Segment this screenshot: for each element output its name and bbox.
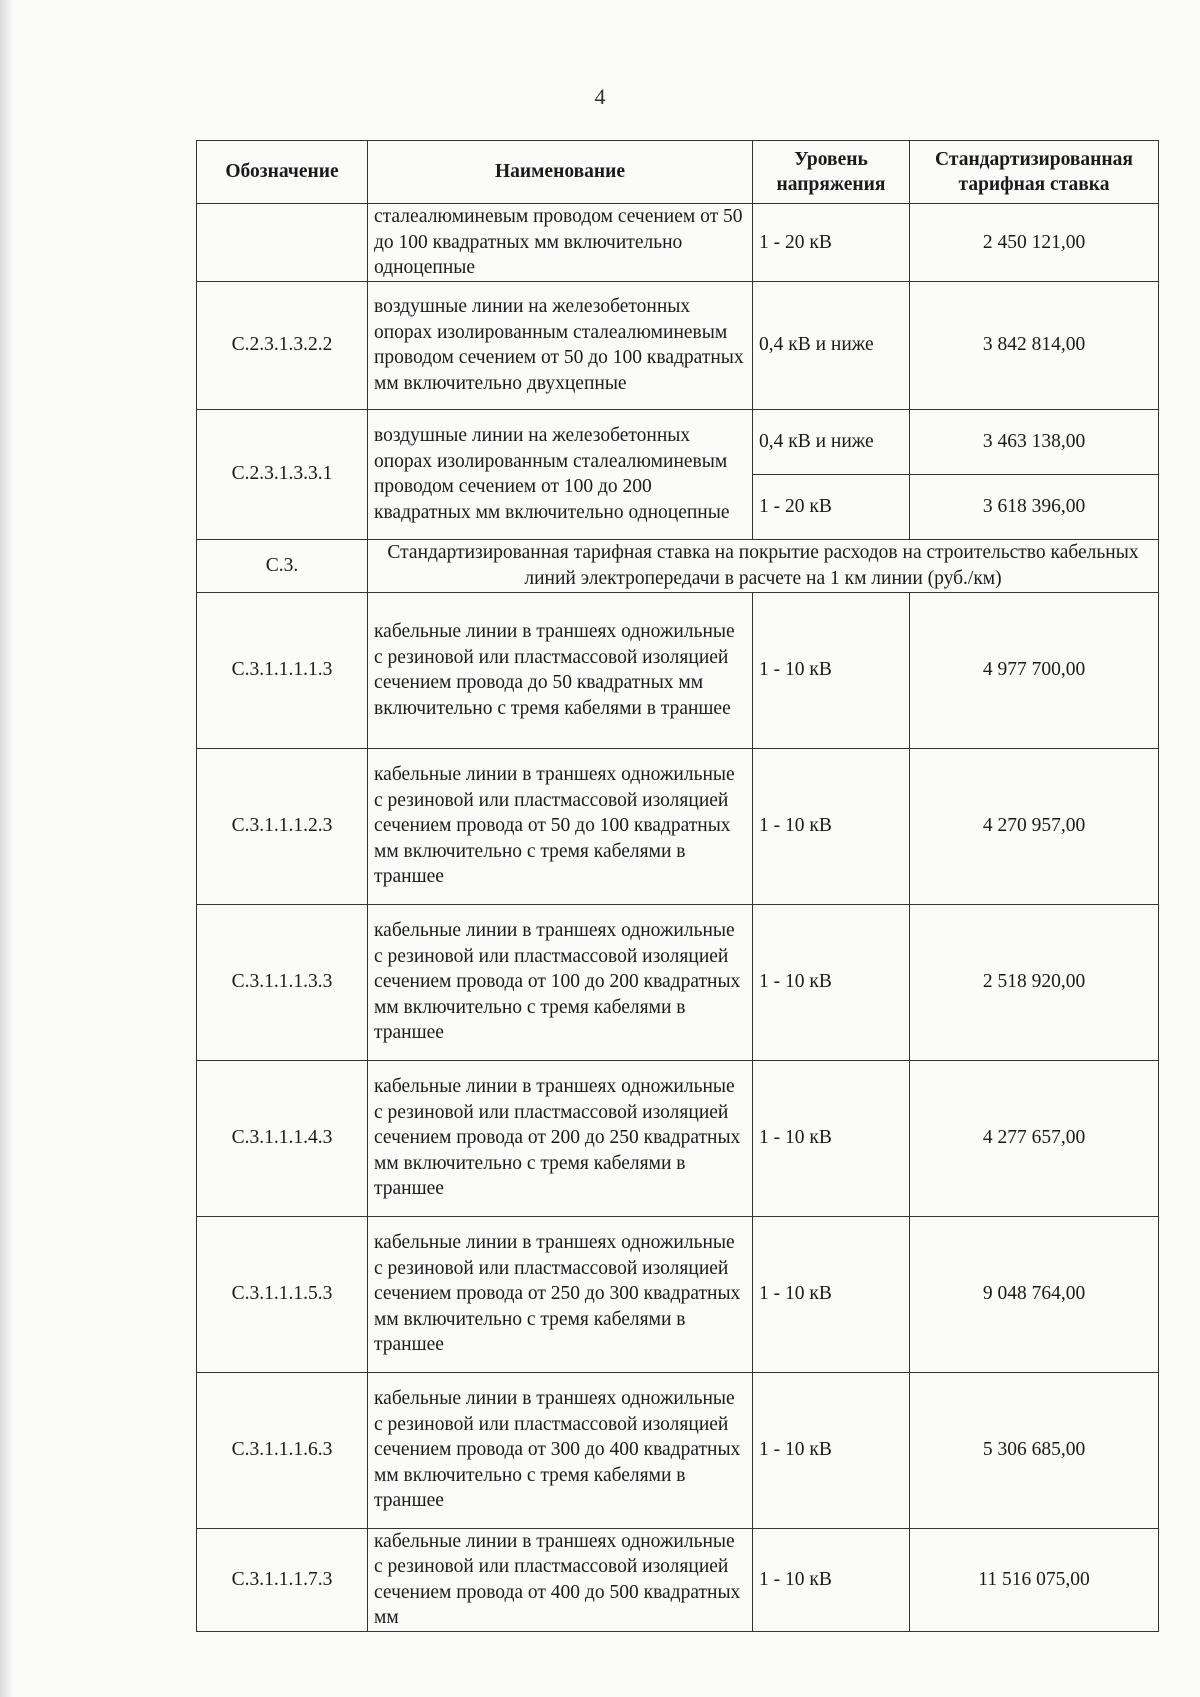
tariff-table [196,140,1159,1632]
section-code: С.3. [197,539,368,592]
row-code: С.3.1.1.1.5.3 [197,1216,368,1372]
row-code: С.3.1.1.1.3.3 [197,904,368,1060]
row-voltage: 1 - 20 кВ [753,474,910,539]
row-name: сталеалюминевым проводом сечением от 50 до 100 квадратных мм включительно одноцепные [368,204,753,282]
table-row [197,1528,1159,1631]
row-voltage: 1 - 10 кВ [753,748,910,904]
table-row [197,748,1159,904]
row-rate: 2 518 920,00 [910,904,1159,1060]
row-rate: 2 450 121,00 [910,204,1159,282]
row-rate: 9 048 764,00 [910,1216,1159,1372]
row-name: воздушные линии на железобетонных опорах изолированным сталеалюминевым проводом сечением от 50 до 100 квадратных мм включительно двухцепные [368,281,753,409]
row-name: кабельные линии в траншеях одножильные с резиновой или пластмассовой изоляцией сечением провода до 50 квадратных мм включительно с тремя кабелями в траншее [368,592,753,748]
row-voltage: 1 - 10 кВ [753,904,910,1060]
row-rate: 5 306 685,00 [910,1372,1159,1528]
row-rate: 3 463 138,00 [910,409,1159,474]
row-code: С.3.1.1.1.1.3 [197,592,368,748]
row-code: С.3.1.1.1.4.3 [197,1060,368,1216]
section-title: Стандартизированная тарифная ставка на покрытие расходов на строительство кабельных линий электропередачи в расчете на 1 км линии (руб./км) [368,539,1159,592]
row-voltage: 1 - 10 кВ [753,1216,910,1372]
header-voltage: Уровень напряжения [753,141,910,204]
row-voltage: 1 - 20 кВ [753,204,910,282]
row-name: кабельные линии в траншеях одножильные с резиновой или пластмассовой изоляцией сечением провода от 250 до 300 квадратных мм включительно с тремя кабелями в траншее [368,1216,753,1372]
row-voltage: 1 - 10 кВ [753,1060,910,1216]
row-voltage: 0,4 кВ и ниже [753,281,910,409]
row-rate: 11 516 075,00 [910,1528,1159,1631]
row-voltage: 1 - 10 кВ [753,592,910,748]
row-rate: 3 618 396,00 [910,474,1159,539]
row-name: кабельные линии в траншеях одножильные с резиновой или пластмассовой изоляцией сечением провода от 300 до 400 квадратных мм включительно с тремя кабелями в траншее [368,1372,753,1528]
row-voltage: 1 - 10 кВ [753,1528,910,1631]
table-row [197,409,1159,474]
row-code: С.3.1.1.1.7.3 [197,1528,368,1631]
row-rate: 4 277 657,00 [910,1060,1159,1216]
table-row [197,204,1159,282]
row-code [197,204,368,282]
row-rate: 4 977 700,00 [910,592,1159,748]
row-name: кабельные линии в траншеях одножильные с резиновой или пластмассовой изоляцией сечением провода от 50 до 100 квадратных мм включительно с тремя кабелями в траншее [368,748,753,904]
row-voltage: 1 - 10 кВ [753,1372,910,1528]
row-name: кабельные линии в траншеях одножильные с резиновой или пластмассовой изоляцией сечением провода от 100 до 200 квадратных мм включительно с тремя кабелями в траншее [368,904,753,1060]
row-name: кабельные линии в траншеях одножильные с резиновой или пластмассовой изоляцией сечением провода от 200 до 250 квадратных мм включительно с тремя кабелями в траншее [368,1060,753,1216]
table-row [197,904,1159,1060]
table-row [197,592,1159,748]
row-rate: 4 270 957,00 [910,748,1159,904]
scan-edge [0,0,14,1697]
row-rate: 3 842 814,00 [910,281,1159,409]
header-rate: Стандартизированная тарифная ставка [910,141,1159,204]
table-row [197,1216,1159,1372]
row-code: С.3.1.1.1.2.3 [197,748,368,904]
row-code: С.3.1.1.1.6.3 [197,1372,368,1528]
table-row [197,1060,1159,1216]
header-name: Наименование [368,141,753,204]
row-name: воздушные линии на железобетонных опорах изолированным сталеалюминевым проводом сечением от 100 до 200 квадратных мм включительно одноцепные [368,409,753,539]
row-voltage: 0,4 кВ и ниже [753,409,910,474]
row-code: С.2.3.1.3.3.1 [197,409,368,539]
table-row [197,281,1159,409]
section-row [197,539,1159,592]
row-code: С.2.3.1.3.2.2 [197,281,368,409]
header-code: Обозначение [197,141,368,204]
table-row [197,1372,1159,1528]
table-header-row [197,141,1159,204]
page-number: 4 [594,84,606,109]
row-name: кабельные линии в траншеях одножильные с резиновой или пластмассовой изоляцией сечением провода от 400 до 500 квадратных мм [368,1528,753,1631]
